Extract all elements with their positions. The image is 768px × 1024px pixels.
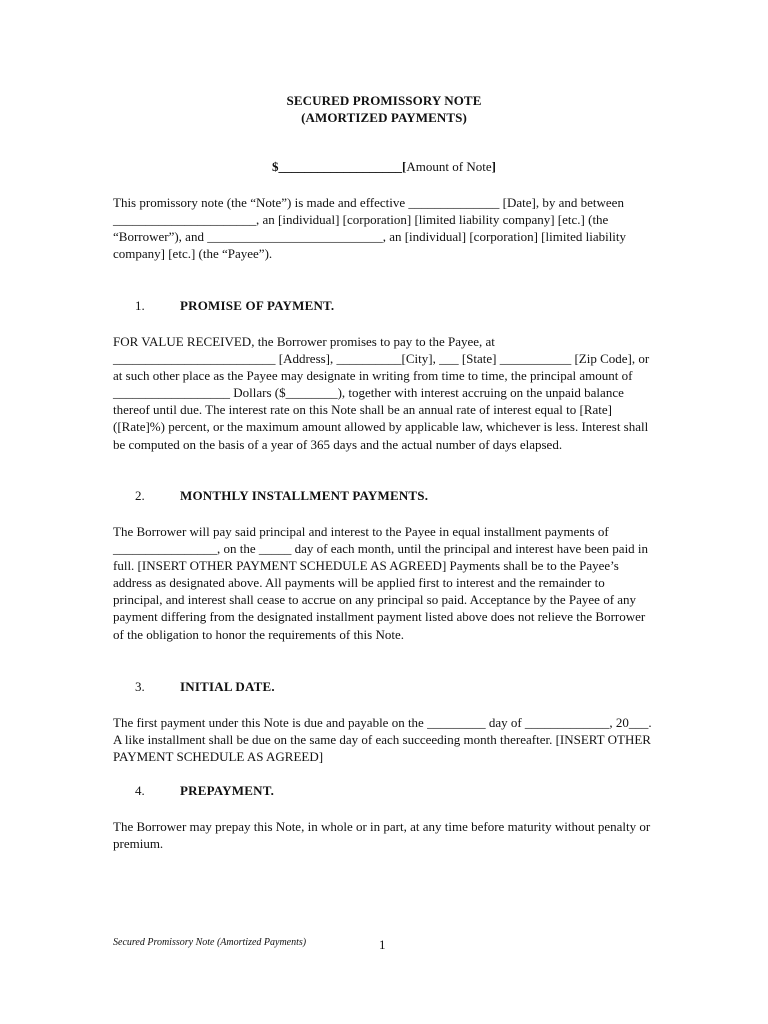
document-subtitle: (AMORTIZED PAYMENTS) xyxy=(301,110,467,125)
section-body-2: The Borrower will pay said principal and interest to the Payee in equal installment payments of ________________, on the _____ day of each month, until the principal and interest have been paid in full. [INSERT OTHER PAYMENT SCHEDULE AS AGREED] Payments shall be to the Payee’s address as designated above. All payments will be applied first to interest and the remainder to principal, and interest shall cease to accrue on any principal so paid. Acceptance by the Payee of any payment differing from the designated installment payment listed above does not relieve the Borrower of the obligation to honor the requirements of this Note. xyxy=(113,524,649,642)
section-number: 4. xyxy=(135,783,145,798)
footer-title: Secured Promissory Note (Amortized Payments) xyxy=(113,937,307,948)
amount-line xyxy=(0,159,768,175)
section-body-1: FOR VALUE RECEIVED, the Borrower promises to pay to the Payee, at _________________________ [Address], __________[City], ___ [State] ___________ [Zip Code], or at such other place as the Payee may designate in writing from time to time, the principal amount of __________________ Dollars ($________), together with interest accruing on the unpaid balance thereof until due. The interest rate on this Note shall be an annual rate of interest equal to [Rate] ([Rate]%) percent, or the maximum amount allowed by applicable law, whichever is less. Interest shall be computed on the basis of a year of 365 days and the actual number of days elapsed. xyxy=(113,334,650,452)
section-body-3: The first payment under this Note is due and payable on the _________ day of _____________, 20___. A like installment shall be due on the same day of each succeeding month thereafter. [INSERT OTHER PAYMENT SCHEDULE AS AGREED] xyxy=(113,715,652,765)
section-title: MONTHLY INSTALLMENT PAYMENTS. xyxy=(180,488,429,503)
amount-blank: $___________________ xyxy=(272,159,403,174)
section-title: INITIAL DATE. xyxy=(180,679,275,694)
amount-bracket-open: [ xyxy=(402,159,407,174)
section-title: PROMISE OF PAYMENT. xyxy=(180,298,335,313)
document-title: SECURED PROMISSORY NOTE xyxy=(286,93,482,108)
page-number: 1 xyxy=(379,937,386,952)
section-number: 3. xyxy=(135,679,145,694)
section-title: PREPAYMENT. xyxy=(180,783,275,798)
section-number: 1. xyxy=(135,298,145,313)
section-body-4: The Borrower may prepay this Note, in whole or in part, at any time before maturity without penalty or premium. xyxy=(113,819,651,852)
section-number: 2. xyxy=(135,488,145,503)
amount-label: Amount of Note xyxy=(406,159,492,174)
intro-paragraph: This promissory note (the “Note”) is made and effective ______________ [Date], by and between ______________________, an [individual] [corporation] [limited liability company] [etc.] (the “Borrower”), and ___________________________, an [individual] [corporation] [limited liability company] [etc.] (the “Payee”). xyxy=(113,195,627,262)
amount-bracket-close: ] xyxy=(491,159,496,174)
